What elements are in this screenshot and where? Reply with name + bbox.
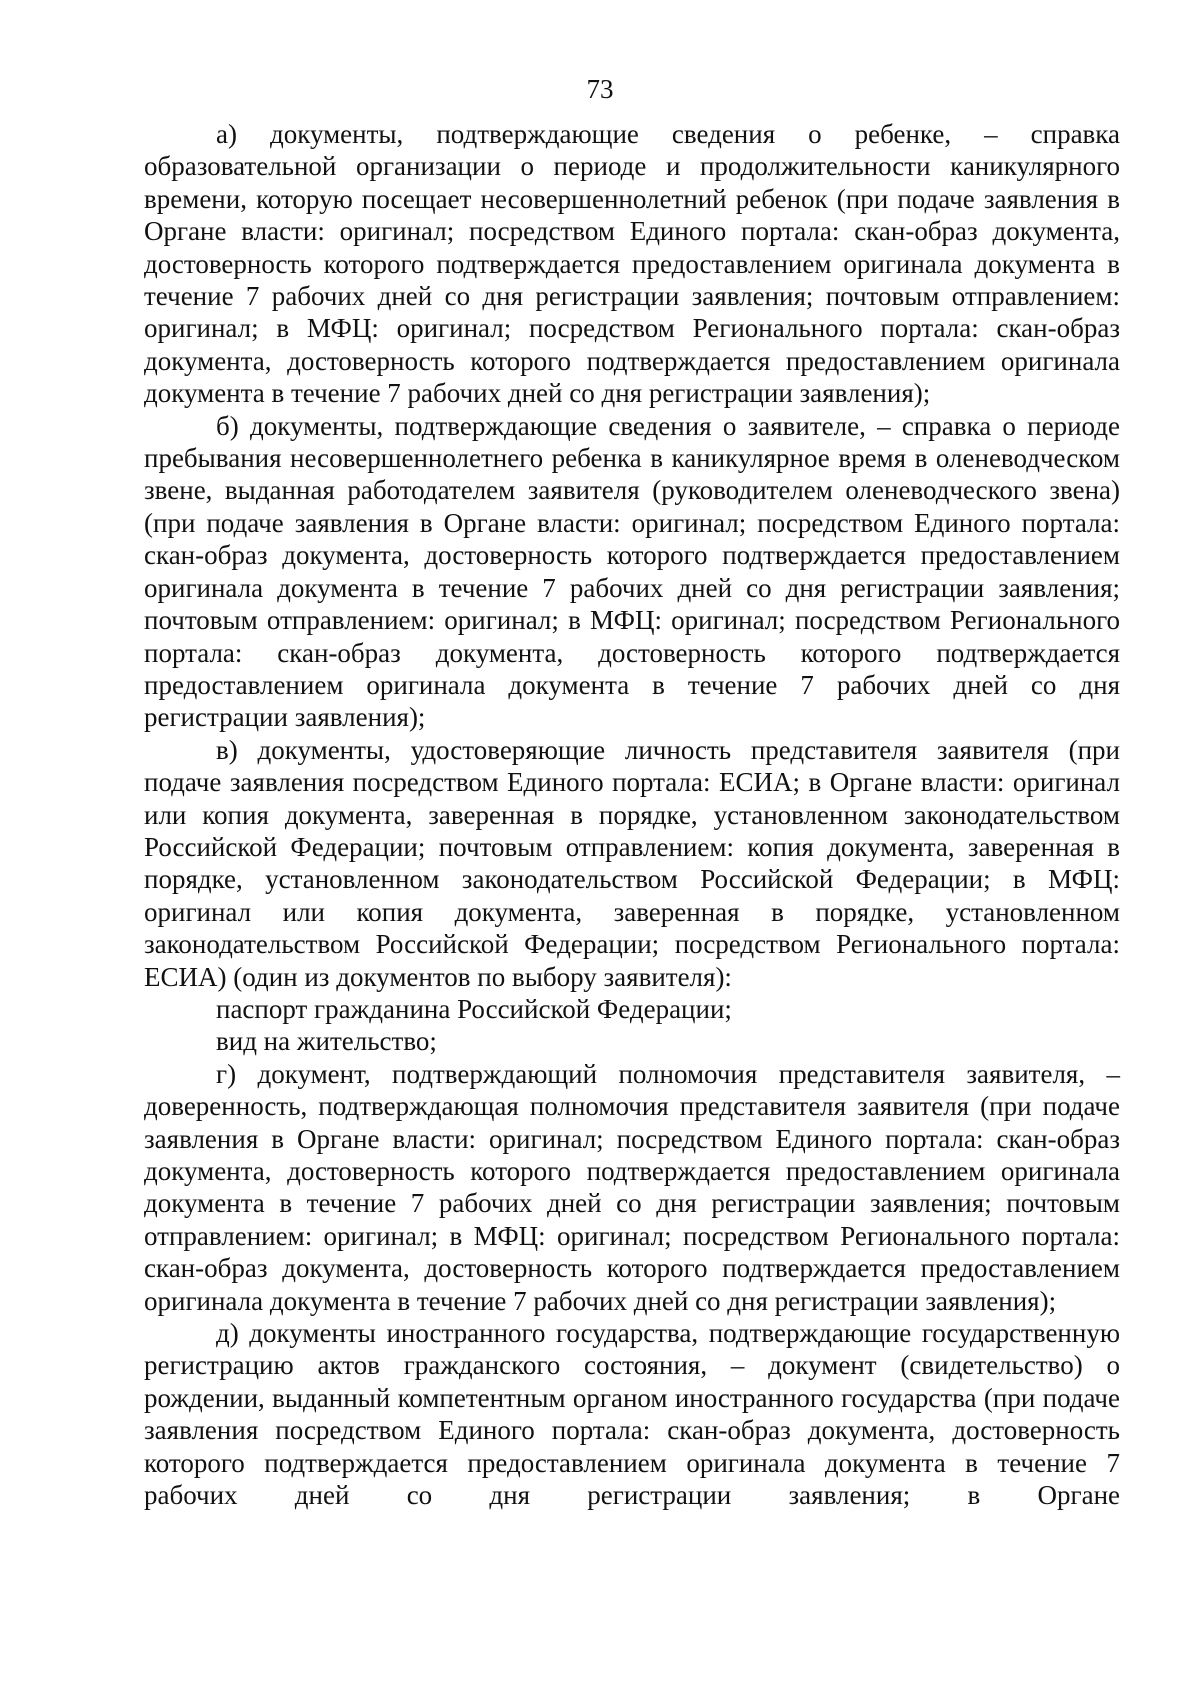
list-item-residence-permit: вид на жительство; [216,1026,437,1057]
paragraph-d-foreign-documents: д) документы иностранного государства, подтверждающие государственную регистрацию актов гражданского состояния, – документ (свидетельство) о рождении, выданный компетентным органом иностранного государства (при подаче заявления посредством Единого портала: скан-образ документа, достоверность которого подтверждается предоставлением оригинала документа в течение 7 рабочих дней со дня регистрации заявления; в Органе [144,1318,1120,1511]
paragraph-g-power-of-attorney: г) документ, подтверждающий полномочия представителя заявителя, – доверенность, подтверждающая полномочия представителя заявителя (при подаче заявления в Органе власти: оригинал; посредством Единого портала: скан-образ документа, достоверность которого подтверждается предоставлением оригинала документа в течение 7 рабочих дней со дня регистрации заявления; почтовым отправлением: оригинал; в МФЦ: оригинал; посредством Регионального портала: скан-образ документа, достоверность которого подтверждается предоставлением оригинала документа в течение 7 рабочих дней со дня регистрации заявления); [144,1058,1120,1316]
paragraph-a-child-info: а) документы, подтверждающие сведения о ребенке, – справка образовательной организации о периоде и продолжительности каникулярного времени, которую посещает несовершеннолетний ребенок (при подаче заявления в Органе власти: оригинал; посредством Единого портала: скан-образ документа, достоверность которого подтверждается предоставлением оригинала документа в течение 7 рабочих дней со дня регистрации заявления; почтовым отправлением: оригинал; в МФЦ: оригинал; посредством Регионального портала: скан-образ документа, достоверность которого подтверждается предоставлением оригинала документа в течение 7 рабочих дней со дня регистрации заявления); [144,119,1120,409]
paragraph-v-identity-documents: в) документы, удостоверяющие личность представителя заявителя (при подаче заявления посредством Единого портала: ЕСИА; в Органе власти: оригинал или копия документа, заверенная в порядке, установленном законодательством Российской Федерации; почтовым отправлением: копия документа, заверенная в порядке, установленном законодательством Российской Федерации; в МФЦ: оригинал или копия документа, заверенная в порядке, установленном законодательством Российской Федерации; посредством Регионального портала: ЕСИА) (один из документов по выбору заявителя): [144,734,1120,992]
page-number: 73 [586,74,614,104]
list-item-passport: паспорт гражданина Российской Федерации; [216,993,732,1024]
paragraph-b-applicant-info: б) документы, подтверждающие сведения о заявителе, – справка о периоде пребывания несовершеннолетнего ребенка в каникулярное время в оленеводческом звене, выданная работодателем заявителя (руководителем оленеводческого звена) (при подаче заявления в Органе власти: оригинал; посредством Единого портала: скан-образ документа, достоверность которого подтверждается предоставлением оригинала документа в течение 7 рабочих дней со дня регистрации заявления; почтовым отправлением: оригинал; в МФЦ: оригинал; посредством Регионального портала: скан-образ документа, достоверность которого подтверждается предоставлением оригинала документа в течение 7 рабочих дней со дня регистрации заявления); [144,410,1120,733]
document-body [144,118,1120,1511]
